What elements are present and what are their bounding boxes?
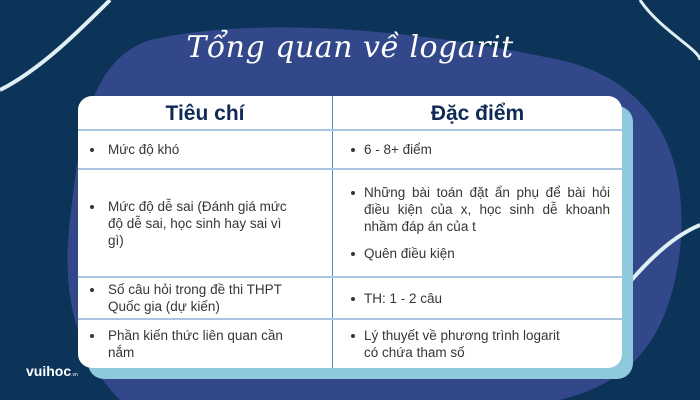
- bullet-icon: [351, 252, 355, 256]
- detail-text: 6 - 8+ điểm: [364, 142, 432, 157]
- vuihoc-logo: vuihoc.vn: [26, 363, 78, 379]
- header-details: Đặc điểm: [430, 102, 525, 125]
- table-row: [78, 131, 622, 170]
- criteria-text: Mức độ dễ sai (Đánh giá mức độ dễ sai, học sinh hay sai vì gì): [108, 198, 287, 248]
- bullet-icon: [351, 297, 355, 301]
- detail-text: Quên điều kiện: [364, 246, 455, 261]
- criteria-text: Mức độ khó: [108, 142, 180, 157]
- bullet-icon: [90, 148, 94, 152]
- table-row: [78, 320, 622, 368]
- bullet-icon: [351, 334, 355, 338]
- detail-text: TH: 1 - 2 câu: [364, 290, 443, 306]
- table-header: [78, 96, 622, 131]
- bullet-icon: [351, 148, 355, 152]
- table-row: [78, 170, 622, 278]
- criteria-text: Số câu hỏi trong đề thi THPT Quốc gia (dự kiến): [108, 282, 282, 314]
- overview-table: [78, 96, 622, 368]
- criteria-text: Phần kiến thức liên quan cần nắm: [108, 328, 283, 360]
- detail-text: Lý thuyết về phương trình logarit có chứa tham số: [364, 328, 560, 360]
- bullet-icon: [90, 205, 94, 209]
- page-title: Tổng quan về logarit: [186, 30, 514, 65]
- detail-text: Những bài toán đặt ẩn phụ để bài hỏi điều kiện của x, học sinh dễ khoanh nhầm đáp án của t: [364, 185, 610, 234]
- bullet-icon: [90, 334, 94, 338]
- bullet-icon: [90, 288, 94, 292]
- table-row: [78, 278, 622, 320]
- bullet-icon: [351, 191, 355, 195]
- header-criteria: Tiêu chí: [78, 96, 333, 129]
